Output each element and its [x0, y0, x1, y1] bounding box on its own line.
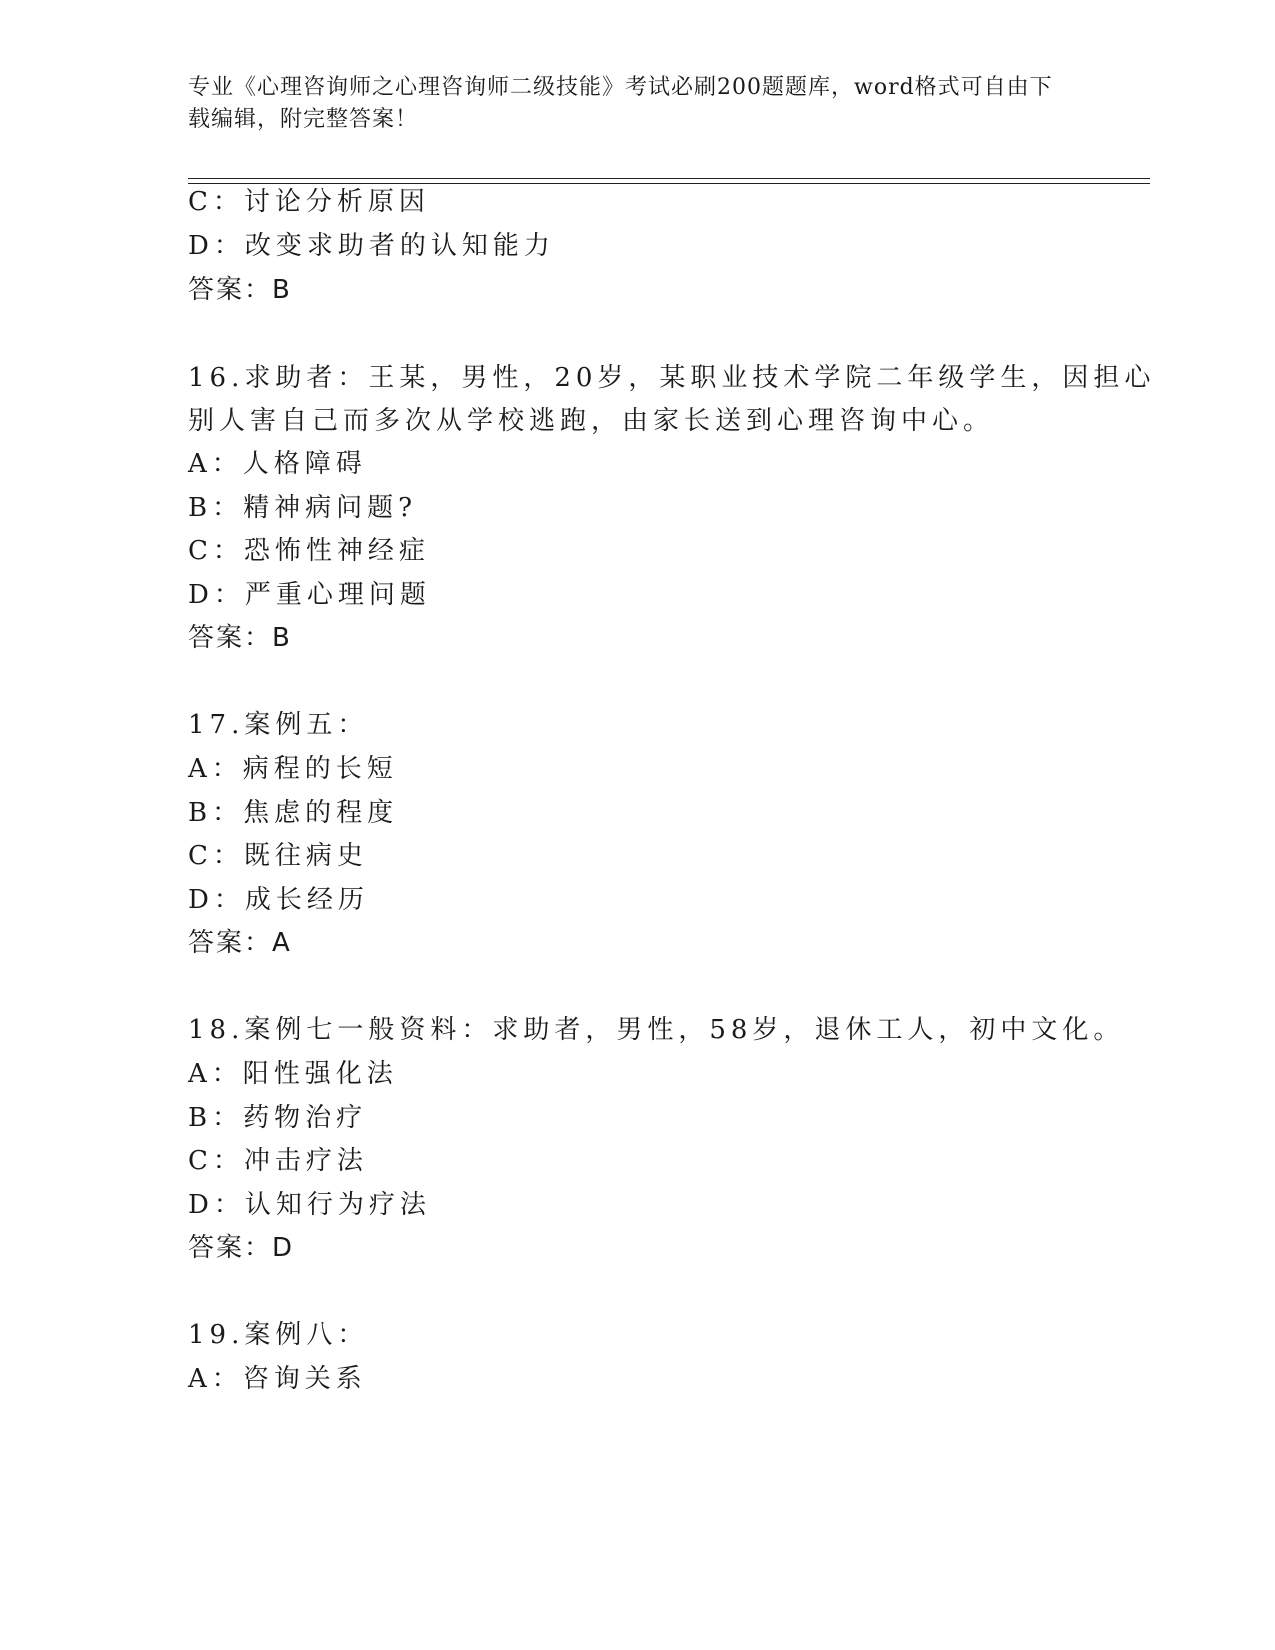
- q16-option-a: A：人格障碍: [188, 449, 367, 479]
- q17-option-c: C：既往病史: [188, 841, 368, 871]
- q18-option-c: C：冲击疗法: [188, 1146, 368, 1176]
- q19-stem: 19.案例八：: [188, 1320, 369, 1350]
- header-divider-bottom: [188, 183, 1150, 184]
- q19-option-a: A：咨询关系: [188, 1364, 367, 1394]
- q15-option-c: C：讨论分析原因: [188, 187, 430, 217]
- q17-option-b: B：焦虑的程度: [188, 798, 399, 828]
- q18-stem: 18.案例七一般资料：求助者，男性，58岁，退休工人，初中文化。: [188, 1015, 1125, 1045]
- q15-answer: 答案：B: [188, 275, 292, 305]
- q16-answer: 答案：B: [188, 623, 292, 653]
- q18-option-b: B：药物治疗: [188, 1103, 368, 1133]
- q18-option-d: D：认知行为疗法: [188, 1190, 431, 1220]
- q17-option-a: A：病程的长短: [188, 754, 398, 784]
- header-divider-top: [188, 178, 1150, 179]
- q17-answer: 答案：A: [188, 928, 292, 958]
- q17-stem: 17.案例五：: [188, 710, 369, 740]
- q18-answer: 答案：D: [188, 1233, 295, 1263]
- q16-stem-line2: 别人害自己而多次从学校逃跑，由家长送到心理咨询中心。: [188, 406, 995, 436]
- document-header: 专业《心理咨询师之心理咨询师二级技能》考试必刷200题题库，word格式可自由下载编辑，附完整答案！: [188, 75, 1053, 132]
- q16-option-b: B：精神病问题?: [188, 493, 418, 523]
- q15-option-d: D：改变求助者的认知能力: [188, 231, 555, 261]
- q17-option-d: D：成长经历: [188, 885, 369, 915]
- q16-option-c: C：恐怖性神经症: [188, 536, 430, 566]
- q16-stem-line1: 16.求助者：王某，男性，20岁，某职业技术学院二年级学生，因担心: [188, 363, 1156, 393]
- q16-option-d: D：严重心理问题: [188, 580, 431, 610]
- q18-option-a: A：阳性强化法: [188, 1059, 398, 1089]
